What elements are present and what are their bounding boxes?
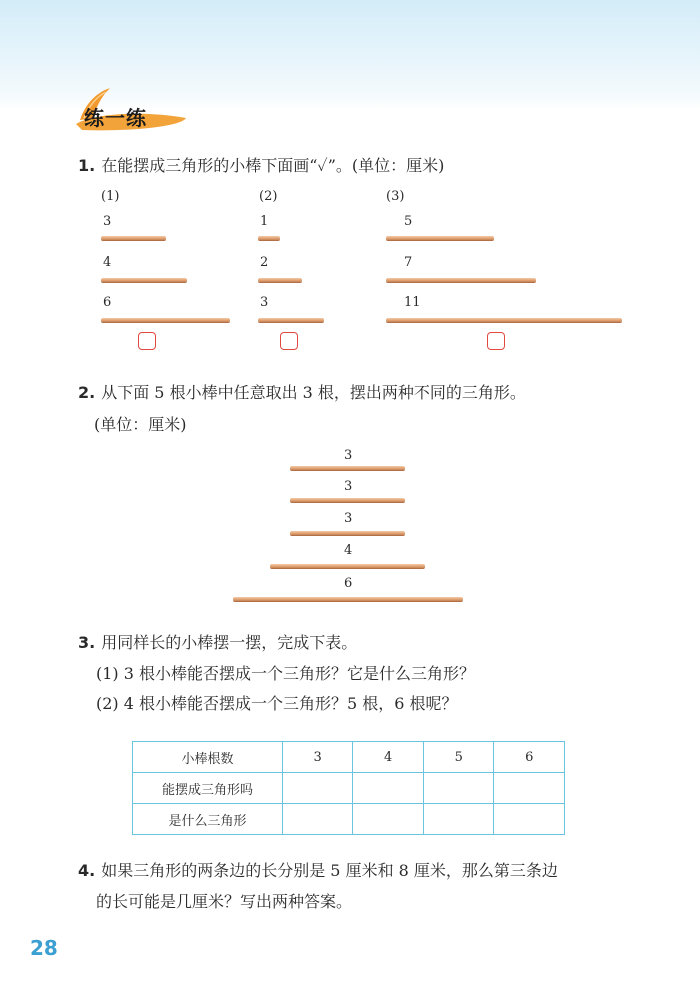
stick-length-label: 6 — [344, 576, 353, 591]
stick — [233, 597, 463, 601]
stick — [386, 278, 536, 282]
answer-checkbox-3[interactable] — [487, 332, 505, 350]
stick — [270, 564, 425, 568]
table-row — [133, 773, 565, 804]
group-1-label: (1) — [101, 189, 120, 204]
stick-length-label: 1 — [260, 214, 269, 229]
stick-length-label: 3 — [344, 511, 353, 526]
question-3 — [78, 630, 357, 653]
question-2-number: 2. — [78, 383, 96, 402]
question-3-sub-1: (1) 3 根小棒能否摆成一个三角形？它是什么三角形？ — [96, 664, 476, 683]
table-row — [133, 804, 565, 835]
page-number: 28 — [30, 936, 58, 960]
question-2-unit: (单位：厘米) — [94, 415, 187, 434]
stick-length-label: 2 — [260, 255, 269, 270]
table-header-cell: 3 — [282, 742, 353, 773]
stick — [290, 466, 405, 470]
stick — [101, 236, 166, 240]
stick-length-label: 3 — [344, 479, 353, 494]
question-1 — [78, 153, 444, 176]
stick — [258, 236, 280, 240]
table-header-cell: 小棒根数 — [133, 742, 283, 773]
stick — [101, 278, 187, 282]
question-1-text: 在能摆成三角形的小棒下面画“✓”。(单位：厘米) — [101, 156, 445, 175]
answer-checkbox-2[interactable] — [280, 332, 298, 350]
section-title: 练一练 — [84, 106, 147, 130]
stick-length-label: 3 — [260, 295, 269, 310]
stick-length-label: 11 — [404, 295, 421, 310]
table-row-label: 是什么三角形 — [133, 804, 283, 835]
table-row-label: 能摆成三角形吗 — [133, 773, 283, 804]
stick — [258, 318, 324, 322]
group-2-label: (2) — [259, 189, 278, 204]
question-4 — [78, 858, 558, 881]
question-3-number: 3. — [78, 633, 96, 652]
table-answer-cell[interactable] — [423, 773, 494, 804]
table-header-cell: 4 — [353, 742, 424, 773]
answer-checkbox-1[interactable] — [138, 332, 156, 350]
group-3-label: (3) — [386, 189, 405, 204]
question-4-text-line-1: 如果三角形的两条边的长分别是 5 厘米和 8 厘米，那么第三条边 — [101, 861, 558, 880]
table-header-cell: 5 — [423, 742, 494, 773]
table-header-row — [133, 742, 565, 773]
table-answer-cell[interactable] — [494, 804, 565, 835]
table-answer-cell[interactable] — [353, 773, 424, 804]
table-answer-cell[interactable] — [494, 773, 565, 804]
stick-length-label: 3 — [344, 448, 353, 463]
stick — [101, 318, 230, 322]
question-2 — [78, 380, 526, 403]
table-answer-cell[interactable] — [282, 804, 353, 835]
question-3-text: 用同样长的小棒摆一摆，完成下表。 — [101, 633, 358, 652]
stick — [386, 236, 494, 240]
table-answer-cell[interactable] — [423, 804, 494, 835]
answer-table — [132, 741, 565, 835]
stick-length-label: 4 — [103, 255, 112, 270]
stick — [386, 318, 622, 322]
stick — [290, 531, 405, 535]
stick-length-label: 5 — [404, 214, 413, 229]
stick-length-label: 7 — [404, 255, 413, 270]
question-4-text-line-2: 的长可能是几厘米？写出两种答案。 — [96, 892, 353, 911]
table-answer-cell[interactable] — [353, 804, 424, 835]
stick — [258, 278, 302, 282]
question-2-text: 从下面 5 根小棒中任意取出 3 根，摆出两种不同的三角形。 — [101, 383, 526, 402]
question-3-sub-2: (2) 4 根小棒能否摆成一个三角形？5 根，6 根呢？ — [96, 694, 458, 713]
stick — [290, 498, 405, 502]
table-header-cell: 6 — [494, 742, 565, 773]
question-4-number: 4. — [78, 861, 96, 880]
table-answer-cell[interactable] — [282, 773, 353, 804]
question-1-number: 1. — [78, 156, 96, 175]
stick-length-label: 6 — [103, 295, 112, 310]
stick-length-label: 3 — [103, 214, 112, 229]
stick-length-label: 4 — [344, 543, 353, 558]
